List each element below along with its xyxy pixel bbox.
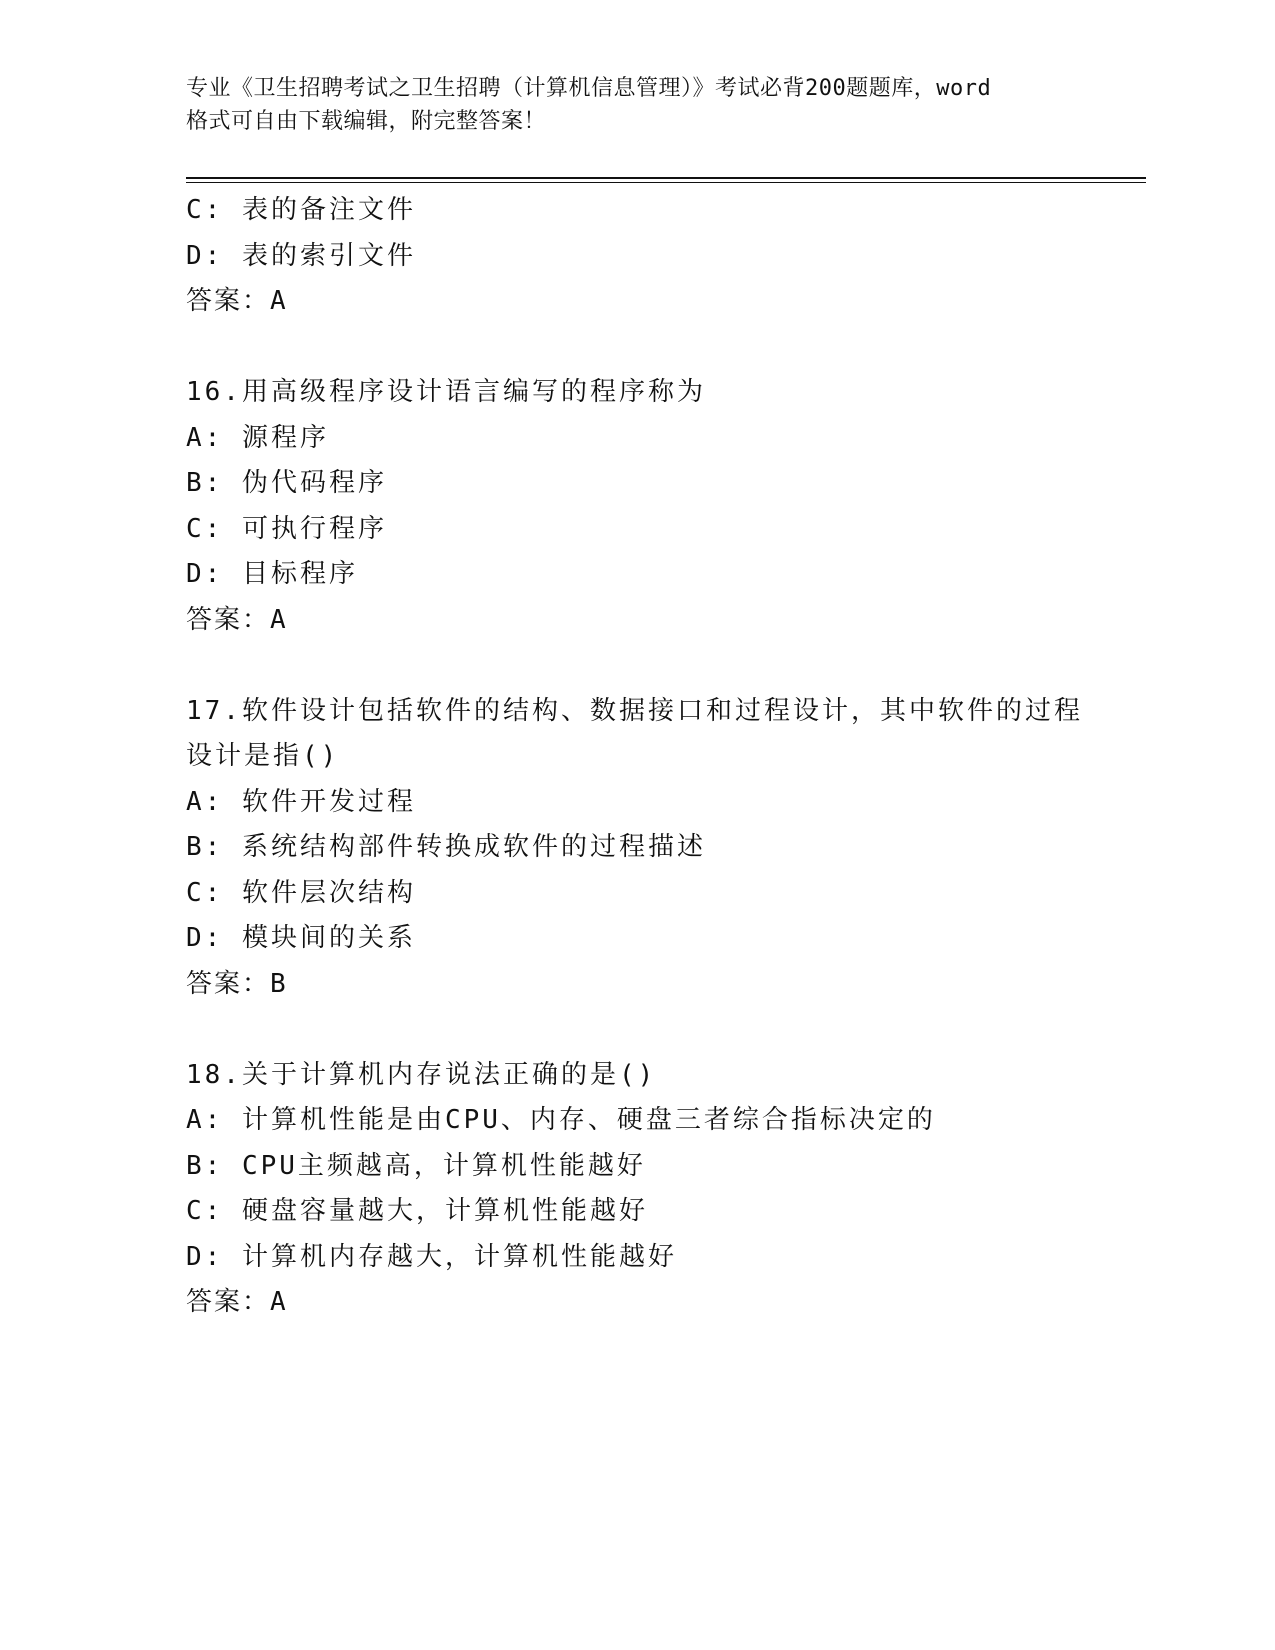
option-b: B: CPU主频越高，计算机性能越好 [186, 1150, 646, 1181]
question-stem: 16.用高级程序设计语言编写的程序称为 [186, 377, 706, 407]
question-gap [186, 1007, 1146, 1053]
question-18 [186, 1053, 1146, 1326]
option-b: B: 伪代码程序 [186, 468, 387, 498]
header-divider [186, 177, 1146, 183]
answer-value: B [270, 968, 288, 999]
question-16 [186, 370, 1146, 643]
question-stem-line-1: 17.软件设计包括软件的结构、数据接口和过程设计，其中软件的过程 [186, 695, 1083, 726]
option-a: A: 软件开发过程 [186, 786, 416, 817]
question-gap [186, 325, 1146, 371]
option-c: C: 软件层次结构 [186, 877, 416, 908]
option-b: B: 系统结构部件转换成软件的过程描述 [186, 832, 706, 862]
option-c: C: 硬盘容量越大，计算机性能越好 [186, 1196, 648, 1226]
option-d: D: 计算机内存越大，计算机性能越好 [186, 1241, 677, 1272]
answer-value: A [270, 286, 288, 316]
question-stem-line-2: 设计是指() [186, 741, 340, 771]
question-15 [186, 188, 1146, 325]
answer-label: 答案： [186, 286, 271, 316]
answer [186, 279, 1146, 325]
option-c: C: 表的备注文件 [186, 195, 416, 225]
option-c: C: 可执行程序 [186, 513, 387, 544]
option-a: A: 计算机性能是由CPU、内存、硬盘三者综合指标决定的 [186, 1105, 936, 1135]
header-line-2: 格式可自由下载编辑，附完整答案！ [186, 109, 547, 134]
option-d: D: 表的索引文件 [186, 240, 416, 271]
answer-label: 答案： [186, 1287, 271, 1317]
option-d: D: 目标程序 [186, 559, 358, 589]
answer [186, 598, 1146, 644]
question-stem: 18.关于计算机内存说法正确的是() [186, 1059, 657, 1090]
answer-value: A [270, 1287, 288, 1317]
answer [186, 962, 1146, 1008]
answer-label: 答案： [186, 968, 271, 999]
option-a: A: 源程序 [186, 422, 329, 453]
option-d: D: 模块间的关系 [186, 923, 416, 953]
question-list [186, 188, 1146, 1326]
answer-value: A [270, 604, 288, 635]
question-17 [186, 689, 1146, 1008]
answer [186, 1280, 1146, 1326]
document-header [186, 72, 1086, 138]
answer-label: 答案： [186, 604, 271, 635]
question-gap [186, 643, 1146, 689]
header-line-1: 专业《卫生招聘考试之卫生招聘（计算机信息管理）》考试必背200题题库，word [186, 76, 992, 101]
